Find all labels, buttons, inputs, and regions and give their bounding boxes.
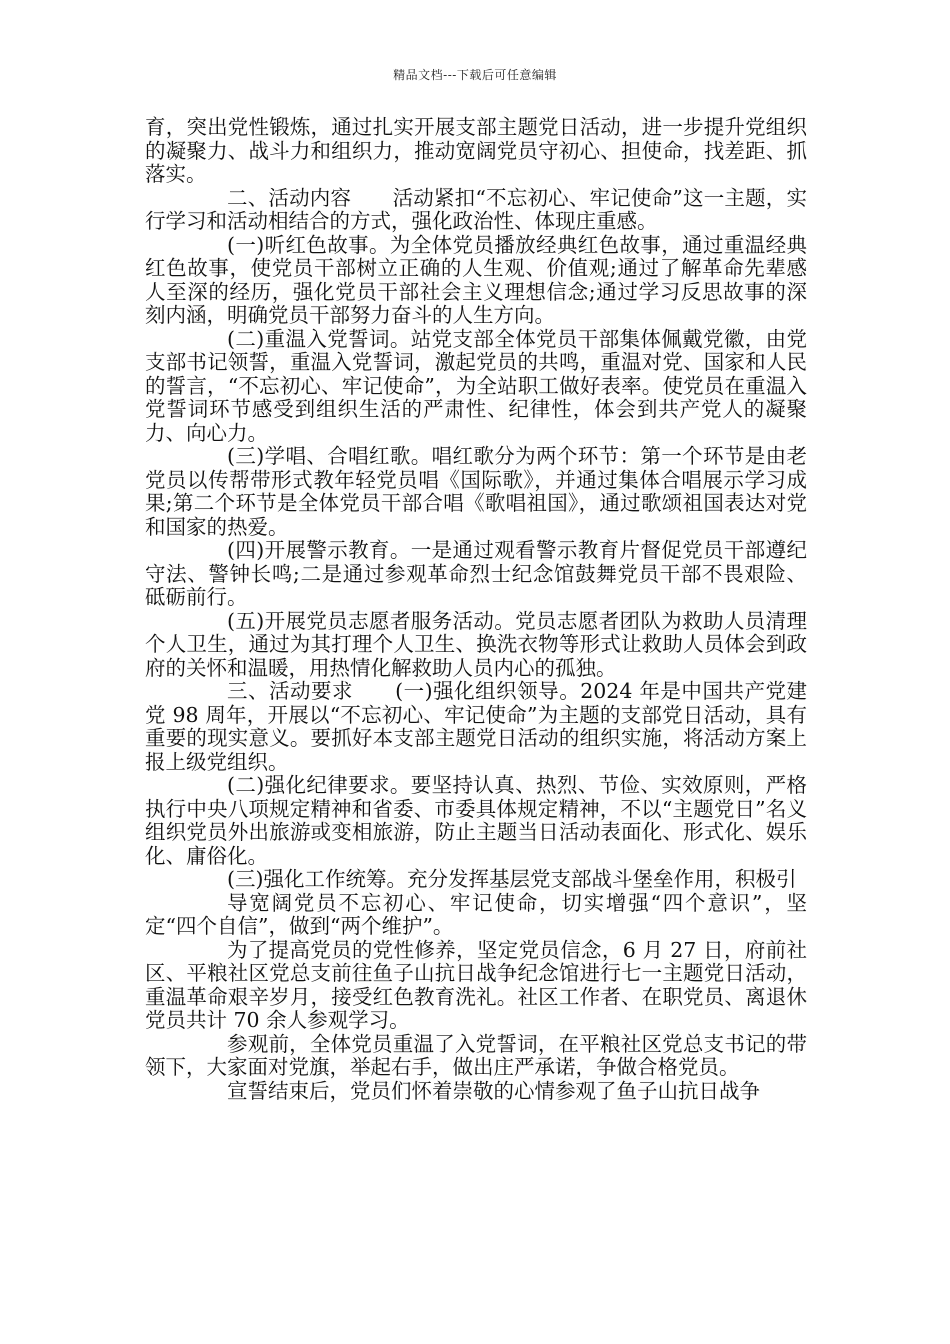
paragraph: (三)学唱、合唱红歌。唱红歌分为两个环节：第一个环节是由老党员以传帮带形式教年轻党员唱《国际歌》，并通过集体合唱展示学习成果;第二个环节是全体党员干部合唱《歌唱祖国》，通过歌颂祖国表达对党和国家的热爱。 [145,444,807,539]
paragraph: 二、活动内容 活动紧扣“不忘初心、牢记使命”这一主题，实行学习和活动相结合的方式，强化政治性、体现庄重感。 [145,185,807,233]
paragraph: (五)开展党员志愿者服务活动。党员志愿者团队为救助人员清理个人卫生，通过为其打理个人卫生、换洗衣物等形式让救助人员体会到政府的关怀和温暖，用热情化解救助人员内心的孤独。 [145,608,807,680]
paragraph: 育，突出党性锻炼，通过扎实开展支部主题党日活动，进一步提升党组织的凝聚力、战斗力和组织力，推动宽阔党员守初心、担使命，找差距、抓落实。 [145,115,807,186]
paragraph: (一)听红色故事。为全体党员播放经典红色故事，通过重温经典红色故事，使党员干部树立正确的人生观、价值观;通过了解革命先辈感人至深的经历，强化党员干部社会主义理想信念;通过学习反思故事的深刻内涵，明确党员干部努力奋斗的人生方向。 [145,232,807,327]
paragraph: (二)重温入党誓词。站党支部全体党员干部集体佩戴党徽，由党支部书记领誓，重温入党誓词，激起党员的共鸣，重温对党、国家和人民的誓言，“不忘初心、牢记使命”，为全站职工做好表率。使党员在重温入党誓词环节感受到组织生活的严肃性、纪律性，体会到共产党人的凝聚力、向心力。 [145,326,807,445]
paragraph: 三、活动要求 (一)强化组织领导。2024 年是中国共产党建党 98 周年，开展以“不忘初心、牢记使命”为主题的支部党日活动，具有重要的现实意义。要抓好本支部主题党日活动的组织实施，将活动方案上报上级党组织。 [145,679,807,774]
paragraph: 参观前，全体党员重温了入党誓词，在平粮社区党总支书记的带领下，大家面对党旗，举起右手，做出庄严承诺，争做合格党员。 [145,1031,807,1079]
page-header: 精品文档---下载后可任意编辑 [393,68,557,82]
paragraph: (四)开展警示教育。一是通过观看警示教育片督促党员干部遵纪守法、警钟长鸣;二是通过参观革命烈士纪念馆鼓舞党员干部不畏艰险、砥砺前行。 [145,538,807,609]
document-body [145,116,807,1103]
paragraph: (二)强化纪律要求。要坚持认真、热烈、节俭、实效原则，严格执行中央八项规定精神和省委、市委具体规定精神，不以“主题党日”名义组织党员外出旅游或变相旅游，防止主题当日活动表面化、形式化、娱乐化、庸俗化。 [145,773,807,868]
paragraph: (三)强化工作统筹。充分发挥基层党支部战斗堡垒作用，积极引 [227,867,797,891]
paragraph: 导宽阔党员不忘初心、牢记使命，切实增强“四个意识”，坚定“四个自信”，做到“两个维护”。 [145,890,807,938]
paragraph: 为了提高党员的党性修养，坚定党员信念，6 月 27 日，府前社区、平粮社区党总支前往鱼子山抗日战争纪念馆进行七一主题党日活动，重温革命艰辛岁月，接受红色教育洗礼。社区工作者、在职党员、离退休党员共计 70 余人参观学习。 [145,937,807,1032]
paragraph: 宣誓结束后，党员们怀着崇敬的心情参观了鱼子山抗日战争 [227,1078,760,1103]
